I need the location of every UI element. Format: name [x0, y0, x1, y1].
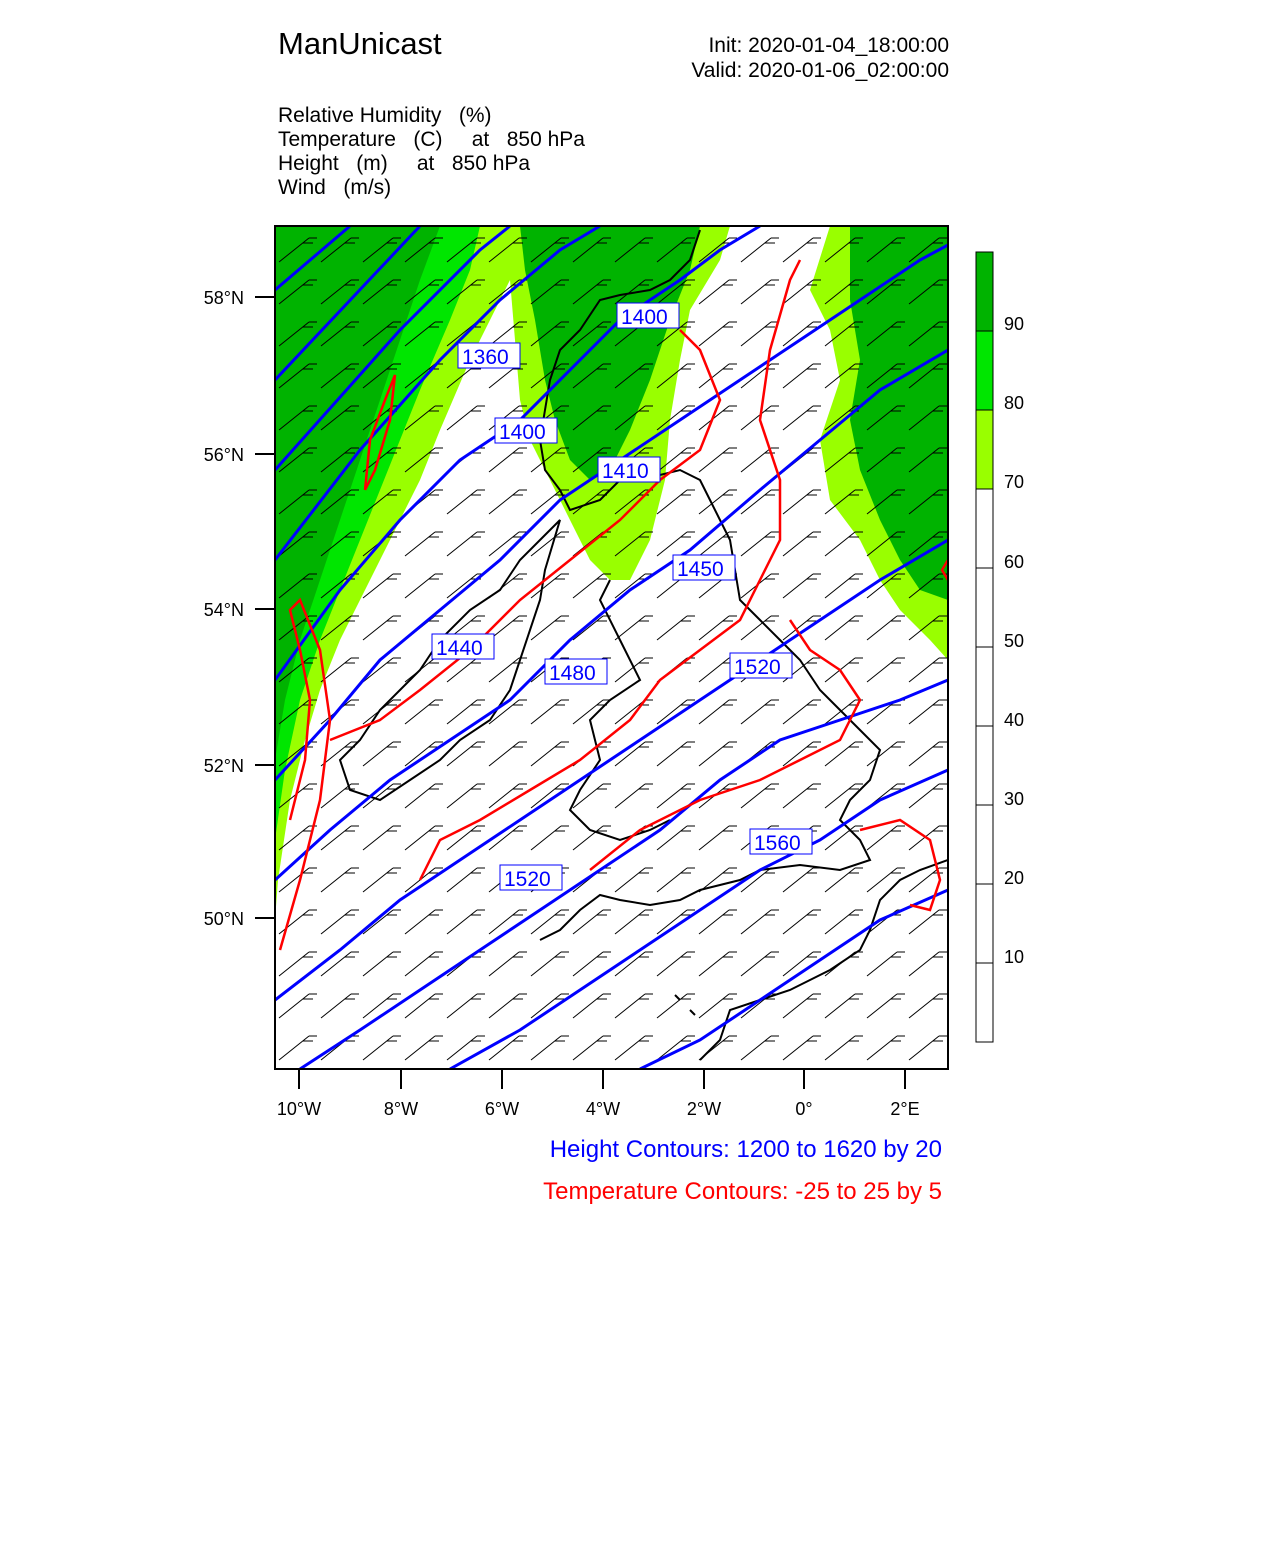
temperature-contours-note: Temperature Contours: -25 to 25 by 5	[543, 1178, 942, 1205]
colorbar-label: 40	[1004, 710, 1025, 730]
lon-labels	[277, 1099, 920, 1119]
lon-label: 0°	[795, 1099, 813, 1119]
lon-label: 2°E	[890, 1099, 920, 1119]
height-label: 1400	[621, 306, 668, 329]
height-label: 1360	[462, 346, 509, 369]
lat-label: 58°N	[203, 288, 244, 308]
height-label: 1410	[602, 460, 649, 483]
height-label: 1400	[499, 421, 546, 444]
field-temperature: Temperature (C) at 850 hPa	[278, 128, 585, 151]
colorbar-box	[976, 568, 993, 647]
lat-label: 50°N	[203, 909, 244, 929]
colorbar-box	[976, 252, 993, 331]
init-time: Init: 2020-01-04_18:00:00	[708, 34, 949, 57]
lat-label: 52°N	[203, 756, 244, 776]
colorbar-box	[976, 331, 993, 410]
colorbar-label: 30	[1004, 789, 1025, 809]
height-label: 1480	[549, 662, 596, 685]
colorbar-label: 10	[1004, 947, 1025, 967]
lon-label: 2°W	[686, 1099, 722, 1119]
lon-axis	[299, 1069, 905, 1089]
height-label: 1450	[677, 558, 724, 581]
colorbar-label: 60	[1004, 552, 1025, 572]
valid-time: Valid: 2020-01-06_02:00:00	[691, 59, 949, 82]
colorbar-labels	[1004, 314, 1024, 967]
colorbar-label: 90	[1004, 314, 1025, 334]
lon-label: 6°W	[484, 1099, 520, 1119]
colorbar-label: 50	[1004, 631, 1025, 651]
field-height: Height (m) at 850 hPa	[278, 152, 531, 175]
lat-label: 54°N	[203, 600, 244, 620]
height-contours-note: Height Contours: 1200 to 1620 by 20	[549, 1136, 942, 1163]
height-label: 1560	[754, 832, 801, 855]
height-label: 1440	[436, 637, 483, 660]
lon-label: 10°W	[276, 1099, 322, 1119]
lon-label: 8°W	[383, 1099, 419, 1119]
lat-label: 56°N	[203, 445, 244, 465]
colorbar-box	[976, 963, 993, 1042]
field-relative-humidity: Relative Humidity (%)	[278, 104, 492, 127]
colorbar-box	[976, 410, 993, 489]
field-wind: Wind (m/s)	[278, 176, 392, 199]
colorbar-label: 70	[1004, 472, 1025, 492]
colorbar-box	[976, 489, 993, 568]
colorbar	[976, 252, 993, 1042]
lon-label: 4°W	[585, 1099, 621, 1119]
height-label: 1520	[504, 868, 551, 891]
colorbar-box	[976, 647, 993, 726]
colorbar-label: 80	[1004, 393, 1025, 413]
height-label: 1520	[734, 656, 781, 679]
colorbar-box	[976, 805, 993, 884]
colorbar-label: 20	[1004, 868, 1025, 888]
colorbar-box	[976, 726, 993, 805]
plot-title: ManUnicast	[278, 26, 442, 61]
lat-axis	[255, 297, 275, 918]
lat-labels	[204, 288, 244, 929]
colorbar-box	[976, 884, 993, 963]
